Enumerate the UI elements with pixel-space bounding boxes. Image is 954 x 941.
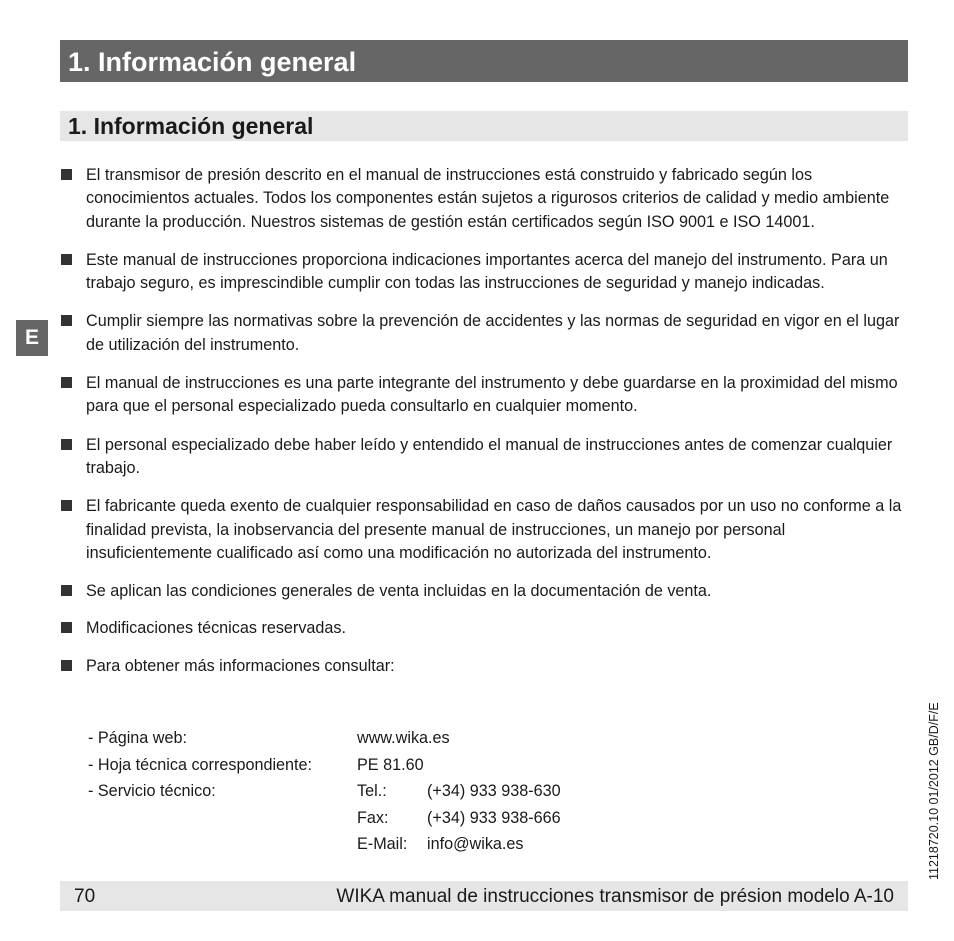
- bullet-item: [60, 164, 910, 234]
- bullet-text: El manual de instrucciones es una parte integrante del instrumento y debe guardarse en la proximidad del mismo para que el personal especializado pueda consultarlo en cualquier momento.: [86, 374, 898, 416]
- fax-label: Fax:: [357, 808, 389, 827]
- bullet-square-icon: [61, 169, 72, 180]
- bullet-item: [60, 310, 910, 357]
- tel-label: Tel.:: [357, 782, 387, 800]
- email-label: E-Mail:: [357, 835, 408, 853]
- chapter-header: 1. Información general: [60, 40, 908, 82]
- bullet-square-icon: [61, 660, 72, 671]
- bullet-item: [60, 249, 910, 296]
- bullet-text: El personal especializado debe haber leído y entendido el manual de instrucciones antes de comenzar cualquier trabajo.: [86, 435, 893, 477]
- section-heading: 1. Información general: [60, 111, 908, 141]
- bullet-text: Cumplir siempre las normativas sobre la prevención de accidentes y las normas de seguridad en vigor en el lugar de utilización del instrumento.: [86, 312, 900, 354]
- bullet-text: Se aplican las condiciones generales de venta incluidas en la documentación de venta.: [86, 582, 712, 601]
- web-label: - Página web:: [88, 729, 187, 747]
- bullet-item: [60, 372, 910, 419]
- bullet-square-icon: [61, 254, 72, 265]
- bullet-text: El fabricante queda exento de cualquier responsabilidad en caso de daños causados por un uso no conforme a la finalidad prevista, la inobservancia del presente manual de instrucciones, un manejo por personal insuficientemente cualificado así como una modificación no autorizada del instrumento.: [86, 497, 902, 562]
- bullet-square-icon: [61, 377, 72, 388]
- bullet-item: [60, 617, 910, 640]
- tel-value: (+34) 933 938-630: [427, 782, 561, 800]
- bullet-item: [60, 655, 910, 678]
- web-link[interactable]: www.wika.es: [357, 729, 450, 747]
- email-link[interactable]: info@wika.es: [427, 835, 524, 853]
- service-label: - Servicio técnico:: [88, 782, 216, 800]
- bullet-text: Este manual de instrucciones proporciona indicaciones importantes acerca del manejo del instrumento. Para un trabajo seguro, es imprescindible cumplir con todas las instrucciones de seguridad y manejo indicadas.: [86, 250, 888, 293]
- bullet-list: [60, 164, 910, 678]
- bullet-square-icon: [61, 585, 72, 596]
- document-code: 11218720.10 01/2012 GB/D/F/E: [927, 702, 941, 880]
- bullet-item: [60, 434, 910, 481]
- bullet-square-icon: [61, 500, 72, 511]
- datasheet-value: PE 81.60: [357, 755, 424, 774]
- bullet-square-icon: [61, 622, 72, 633]
- bullet-item: [60, 580, 910, 603]
- bullet-square-icon: [61, 439, 72, 450]
- bullet-text: El transmisor de presión descrito en el manual de instrucciones está construido y fabricado según los conocimientos actuales. Todos los componentes están sujetos a rigurosos criterios de calidad y medio ambiente durante la producción. Nuestros sistemas de gestión están certificados según ISO 9001 e ISO 14001.: [86, 166, 890, 231]
- footer-title: WIKA manual de instrucciones transmisor de présion modelo A-10: [336, 886, 894, 907]
- bullet-item: [60, 495, 910, 565]
- page-footer: [60, 881, 908, 911]
- bullet-text: Para obtener más informaciones consultar:: [86, 656, 395, 675]
- fax-value: (+34) 933 938-666: [427, 808, 561, 827]
- datasheet-label: - Hoja técnica correspondiente:: [88, 755, 313, 774]
- bullet-square-icon: [61, 315, 72, 326]
- page-number: 70: [74, 886, 96, 907]
- language-tab: E: [16, 320, 48, 356]
- bullet-text: Modificaciones técnicas reservadas.: [86, 619, 347, 638]
